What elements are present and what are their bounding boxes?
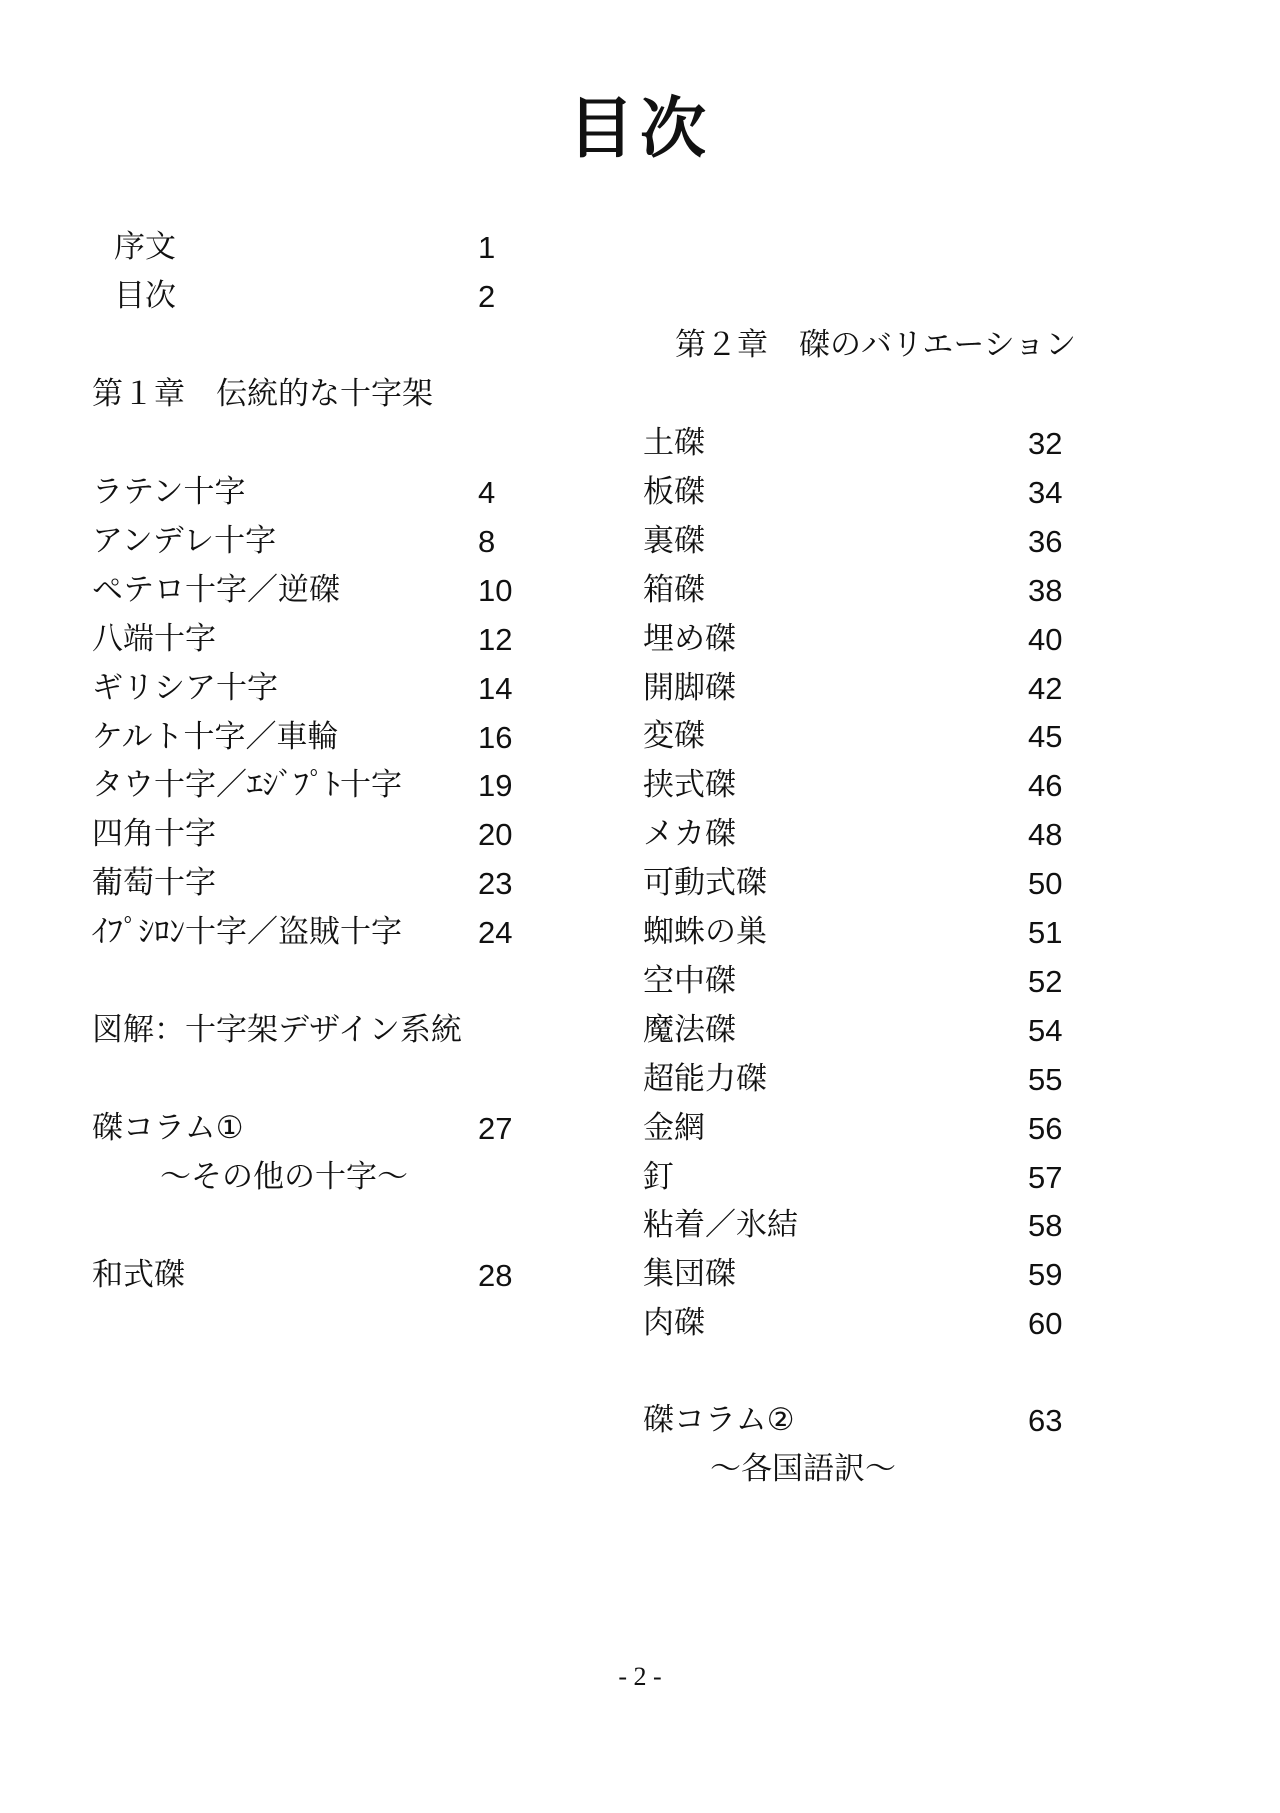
toc-entry-label: ラテン十字	[92, 474, 246, 510]
toc-entry-label: 変磔	[643, 718, 705, 755]
toc-entry-page: 48	[1028, 817, 1063, 853]
toc-entry-page: 57	[1028, 1159, 1063, 1195]
toc-entry-page: 45	[1028, 719, 1063, 755]
toc-entry-label: 板磔	[643, 473, 705, 510]
toc-entry-page: 55	[1028, 1061, 1063, 1097]
toc-entry-page: 34	[1028, 474, 1063, 510]
toc-entry-label: ギリシア十字	[92, 669, 278, 706]
toc-entry-page: 19	[478, 768, 513, 804]
column1-page: 27	[478, 1111, 513, 1146]
chapter2-heading: 第２章 磔のバリエーション	[675, 327, 1077, 363]
toc-entry-label: 超能力磔	[643, 1060, 767, 1097]
toc-entry-page: 42	[1028, 670, 1063, 706]
toc-entry-label: アンデレ十字	[92, 522, 277, 559]
page-number: - 2 -	[618, 1662, 662, 1691]
toc-entry-label: 魔法磔	[643, 1011, 736, 1048]
toc-entry-page: 12	[478, 621, 513, 657]
toc-entry-label: 裏磔	[643, 522, 705, 559]
toc-entry-page: 59	[1028, 1257, 1063, 1293]
toc-entry-label: タウ十字／ｴｼﾞﾌﾟﾄ十字	[92, 767, 402, 804]
toc-entry-label: 蜘蛛の巣	[643, 914, 767, 950]
toc-entry-label: ｲﾌﾟｼﾛﾝ十字／盗賊十字	[92, 914, 402, 951]
chapter1-heading: 第１章 伝統的な十字架	[92, 376, 433, 412]
diagram-entry: 図解：十字架デザイン系統	[92, 1012, 462, 1048]
toc-entry-label: 可動式磔	[643, 865, 767, 902]
toc-entry-label: 葡萄十字	[92, 865, 216, 902]
toc-entry-label: 集団磔	[643, 1256, 736, 1293]
toc-entry-page: 8	[478, 523, 496, 559]
toc-entry-label: 四角十字	[92, 816, 216, 853]
toc-entry-page: 1	[478, 230, 496, 265]
column2-subtitle: ～各国語訳～	[710, 1451, 896, 1487]
toc-entry-label: メカ磔	[643, 816, 736, 853]
toc-entry-page: 16	[478, 719, 513, 755]
column1-subtitle: ～その他の十字～	[160, 1159, 408, 1195]
column1-label: 磔コラム①	[92, 1110, 244, 1146]
toc-entry-page: 56	[1028, 1110, 1063, 1146]
toc-entry-label: 開脚磔	[643, 669, 736, 706]
toc-entry-page: 32	[1028, 426, 1063, 461]
toc-entry-label: 挟式磔	[643, 767, 736, 804]
toc-entry-page: 4	[478, 475, 496, 510]
toc-entry-page: 58	[1028, 1208, 1063, 1244]
toc-entry-label: 空中磔	[643, 962, 736, 999]
toc-entry-label: 目次	[114, 278, 176, 314]
page-title: 目次	[568, 90, 712, 167]
toc-entry-label: 箱磔	[643, 571, 705, 608]
toc-entry-page: 40	[1028, 621, 1063, 657]
toc-entry-label: 土磔	[643, 425, 705, 461]
toc-entry-page: 14	[478, 670, 513, 706]
japanese-entry-page: 28	[478, 1258, 513, 1293]
toc-entry-label: 序文	[114, 229, 176, 265]
toc-entry-page: 54	[1028, 1012, 1063, 1048]
toc-entry-label: 埋め磔	[643, 620, 736, 657]
toc-entry-page: 51	[1028, 915, 1063, 950]
toc-entry-label: 八端十字	[92, 620, 216, 657]
toc-entry-label: 金網	[643, 1109, 705, 1146]
toc-entry-page: 46	[1028, 768, 1063, 804]
toc-entry-label: ケルト十字／車輪	[92, 718, 339, 755]
toc-entry-page: 36	[1028, 523, 1063, 559]
toc-entry-label: ペテロ十字／逆磔	[92, 571, 340, 608]
toc-entry-label: 釘	[643, 1158, 674, 1195]
toc-entry-page: 24	[478, 915, 513, 951]
toc-entry-label: 粘着／氷結	[643, 1207, 798, 1244]
toc-entry-page: 23	[478, 866, 513, 902]
toc-entry-page: 60	[1028, 1306, 1063, 1342]
toc-entry-page: 2	[478, 279, 496, 314]
toc-entry-page: 38	[1028, 572, 1063, 608]
column2-label: 磔コラム②	[643, 1402, 795, 1438]
toc-entry-page: 52	[1028, 963, 1063, 999]
toc-entry-label: 肉磔	[643, 1305, 705, 1342]
toc-entry-page: 10	[478, 572, 513, 608]
toc-entry-page: 50	[1028, 866, 1063, 902]
column2-page: 63	[1028, 1403, 1063, 1438]
japanese-entry-label: 和式磔	[92, 1257, 185, 1293]
toc-entry-page: 20	[478, 817, 513, 853]
